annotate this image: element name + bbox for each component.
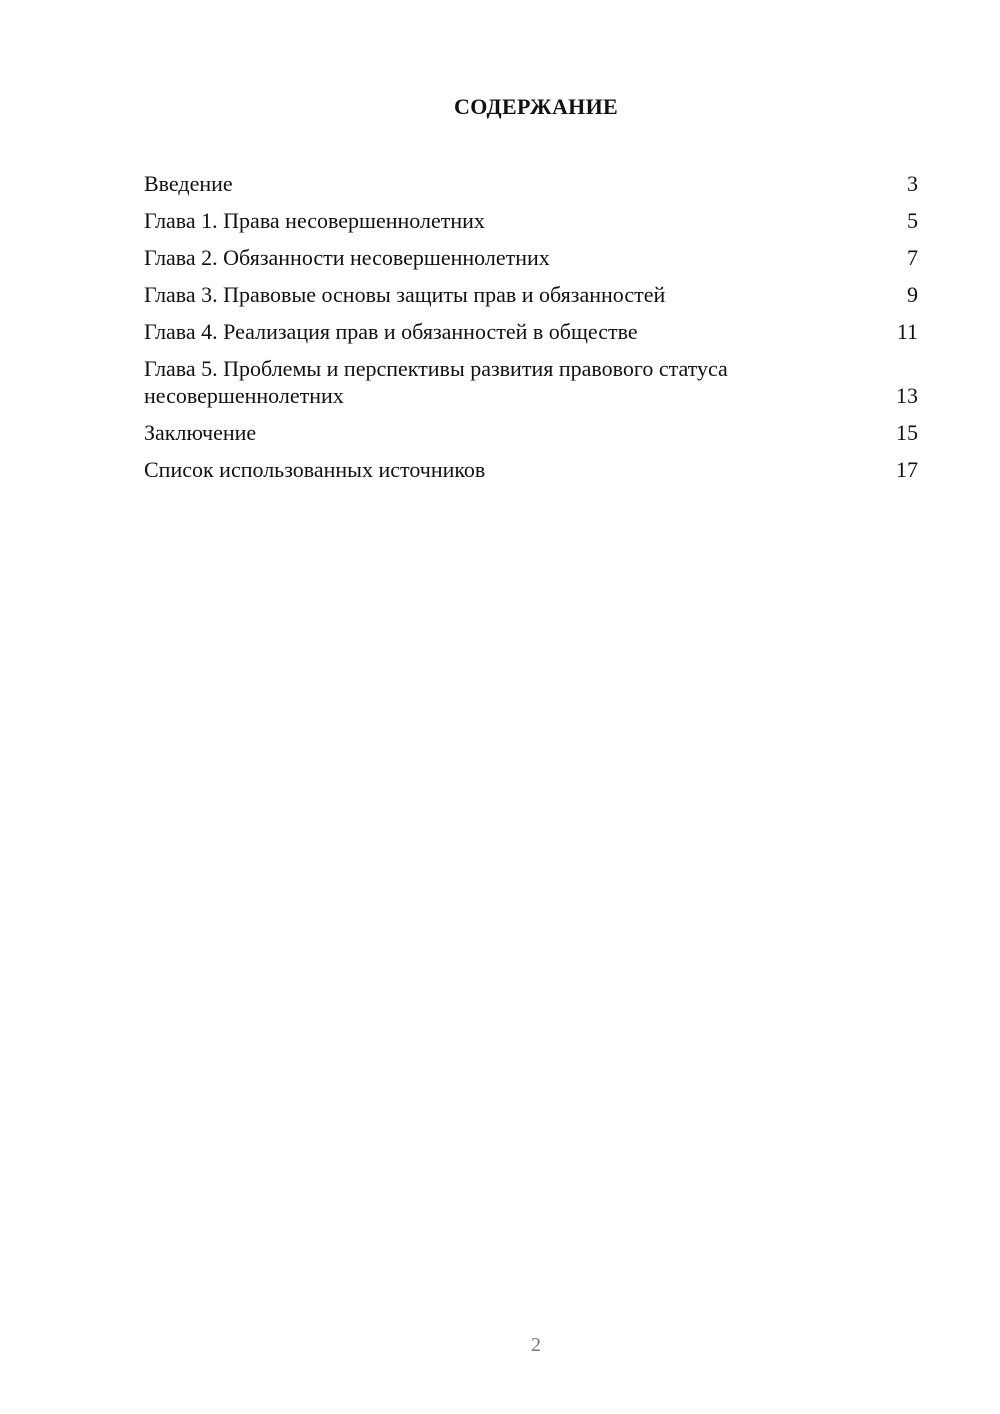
table-of-contents [144,170,918,493]
toc-entry [144,281,918,308]
toc-entry-page: 11 [896,319,918,344]
page-title: СОДЕРЖАНИЕ [454,94,618,119]
toc-entry-page: 15 [896,420,918,445]
toc-entry-page: 7 [907,245,918,270]
toc-entry [144,244,918,271]
toc-entry-text: Глава 5. Проблемы и перспективы развития правового статуса несовершеннолетних [144,356,728,408]
toc-entry-page: 3 [907,171,918,196]
toc-entry-text: Введение [144,171,233,196]
toc-entry-page: 13 [896,383,918,408]
toc-entry [144,207,918,234]
toc-entry [144,456,918,483]
toc-entry-page: 5 [907,208,918,233]
toc-entry-text: Заключение [144,420,257,445]
toc-entry-page: 9 [907,282,918,307]
toc-entry [144,170,918,197]
toc-entry [144,355,918,409]
toc-entry-text: Глава 2. Обязанности несовершеннолетних [144,245,550,270]
toc-entry [144,318,918,345]
toc-entry [144,419,918,446]
toc-entry-text: Глава 1. Права несовершеннолетних [144,208,485,233]
toc-entry-text: Список использованных источников [144,457,486,482]
page-number: 2 [531,1334,541,1356]
toc-entry-text: Глава 3. Правовые основы защиты прав и обязанностей [144,282,666,307]
toc-entry-page: 17 [896,457,918,482]
toc-entry-text: Глава 4. Реализация прав и обязанностей в обществе [144,319,638,344]
